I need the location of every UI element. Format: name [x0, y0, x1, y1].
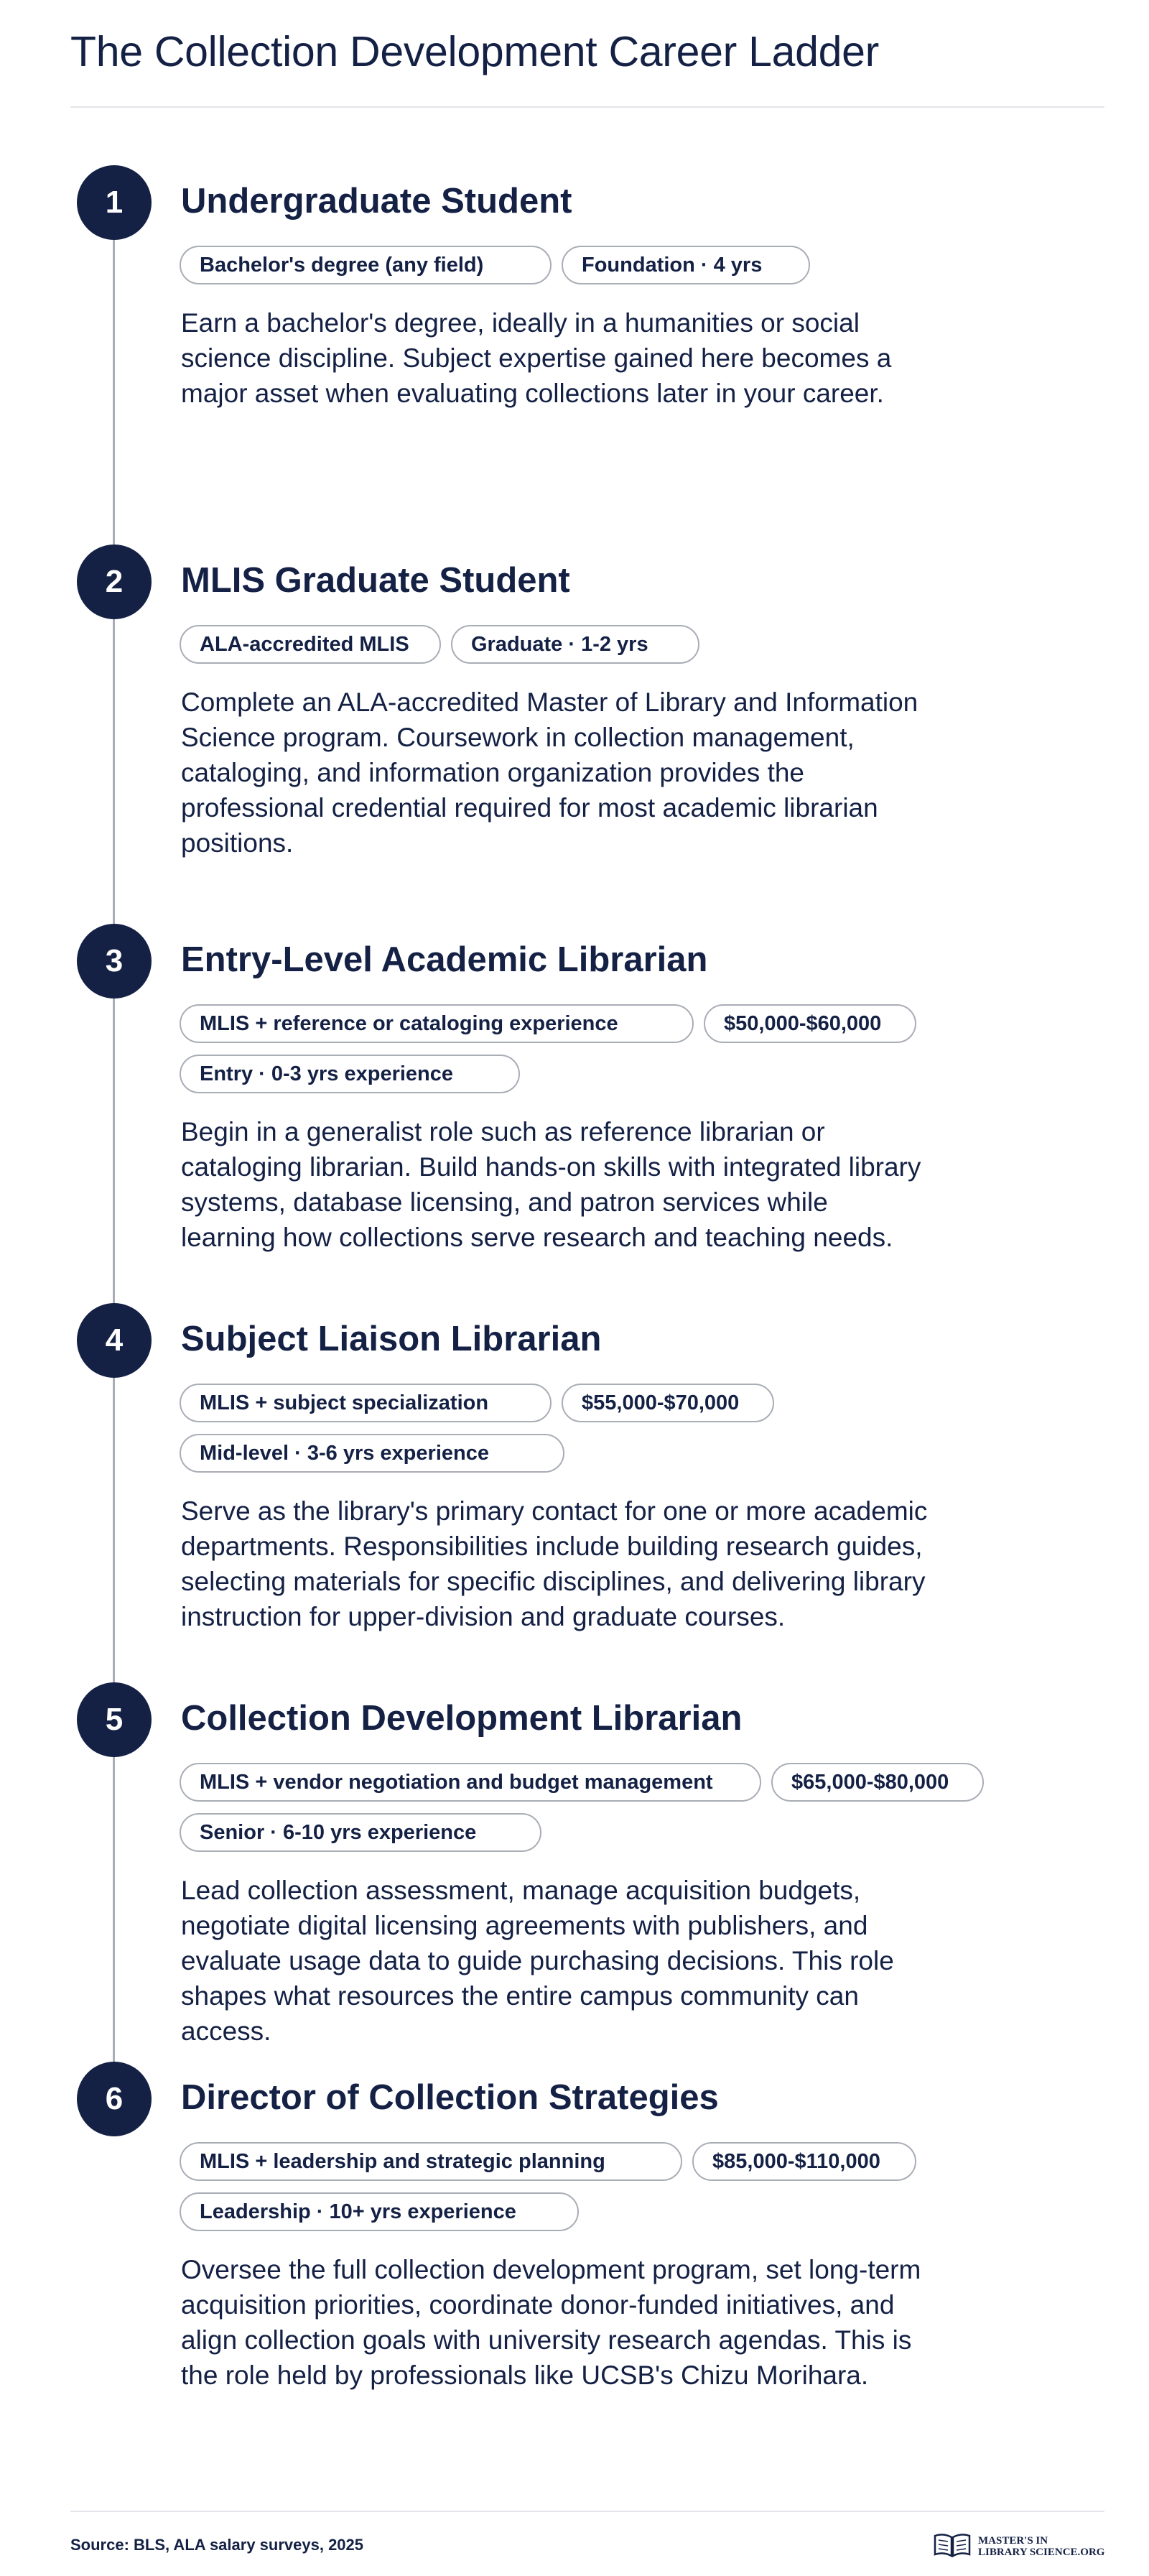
step-number-badge: 4 [77, 1303, 152, 1378]
source-note: Source: BLS, ALA salary surveys, 2025 [70, 2536, 364, 2554]
salary-tag: $65,000-$80,000 [771, 1763, 984, 1802]
step-number-badge: 3 [77, 924, 152, 999]
step-number-badge: 5 [77, 1682, 152, 1757]
step-description: Serve as the library's primary contact for one or more academic departments. Responsibilities include building research guides, selecting materials for specific disciplines, and delivering library instruction for upper-division and graduate courses. [181, 1496, 928, 1631]
step-tags [180, 1763, 1041, 1863]
level-tag: Graduate · 1-2 yrs [451, 625, 699, 664]
step-title: Director of Collection Strategies [181, 2078, 719, 2117]
step-tags [180, 1004, 1041, 1105]
step-tags [180, 246, 1041, 296]
step-title: Undergraduate Student [181, 182, 572, 221]
step-title: MLIS Graduate Student [181, 561, 570, 600]
step-description: Oversee the full collection development program, set long-term acquisition priorities, coordinate donor-funded initiatives, and align collection goals with university research agendas. This is the role held by professionals like UCSB's Chizu Morihara. [181, 2255, 921, 2390]
step-number-badge: 2 [77, 545, 152, 619]
logo-line-2: LIBRARY SCIENCE.ORG [978, 2546, 1105, 2558]
level-tag: Mid-level · 3-6 yrs experience [180, 1434, 564, 1473]
level-tag: Entry · 0-3 yrs experience [180, 1055, 520, 1093]
page-title: The Collection Development Career Ladder [70, 28, 879, 75]
logo-line-1: MASTER'S IN [978, 2534, 1048, 2547]
requirement-tag: MLIS + leadership and strategic planning [180, 2142, 682, 2181]
step-description: Lead collection assessment, manage acquisition budgets, negotiate digital licensing agreements with publishers, and evaluate usage data to guide purchasing decisions. This role shapes what resources the entire campus community can access. [181, 1876, 894, 2046]
footer-divider [70, 2511, 1104, 2512]
requirement-tag: MLIS + reference or cataloging experience [180, 1004, 694, 1043]
step-number-badge: 1 [77, 165, 152, 240]
level-tag: Leadership · 10+ yrs experience [180, 2192, 579, 2231]
level-tag: Foundation · 4 yrs [562, 246, 810, 284]
step-title: Subject Liaison Librarian [181, 1320, 602, 1358]
salary-tag: $85,000-$110,000 [692, 2142, 916, 2181]
requirement-tag: MLIS + vendor negotiation and budget management [180, 1763, 761, 1802]
requirement-tag: MLIS + subject specialization [180, 1384, 552, 1422]
open-book-icon [932, 2530, 972, 2562]
site-logo[interactable] [932, 2530, 1104, 2562]
step-description: Earn a bachelor's degree, ideally in a humanities or social science discipline. Subject expertise gained here becomes a major asset when evaluating collections later in your career. [181, 308, 892, 408]
step-tags [180, 1384, 1041, 1484]
step-description: Begin in a generalist role such as reference librarian or cataloging librarian. Build hands-on skills with integrated library systems, database licensing, and patron services while learning how collections serve research and teaching needs. [181, 1117, 921, 1252]
requirement-tag: ALA-accredited MLIS [180, 625, 441, 664]
step-tags [180, 2142, 1041, 2243]
step-title: Entry-Level Academic Librarian [181, 940, 708, 979]
header-divider [70, 106, 1104, 108]
salary-tag: $50,000-$60,000 [704, 1004, 916, 1043]
salary-tag: $55,000-$70,000 [562, 1384, 774, 1422]
requirement-tag: Bachelor's degree (any field) [180, 246, 552, 284]
timeline-line [113, 205, 115, 2119]
step-title: Collection Development Librarian [181, 1699, 743, 1738]
level-tag: Senior · 6-10 yrs experience [180, 1813, 541, 1852]
step-tags [180, 625, 1041, 675]
step-number-badge: 6 [77, 2062, 152, 2136]
step-description: Complete an ALA-accredited Master of Library and Information Science program. Coursework in collection management, cataloging, and information organization provides the professional credential required for most academic librarian positions. [181, 687, 918, 858]
